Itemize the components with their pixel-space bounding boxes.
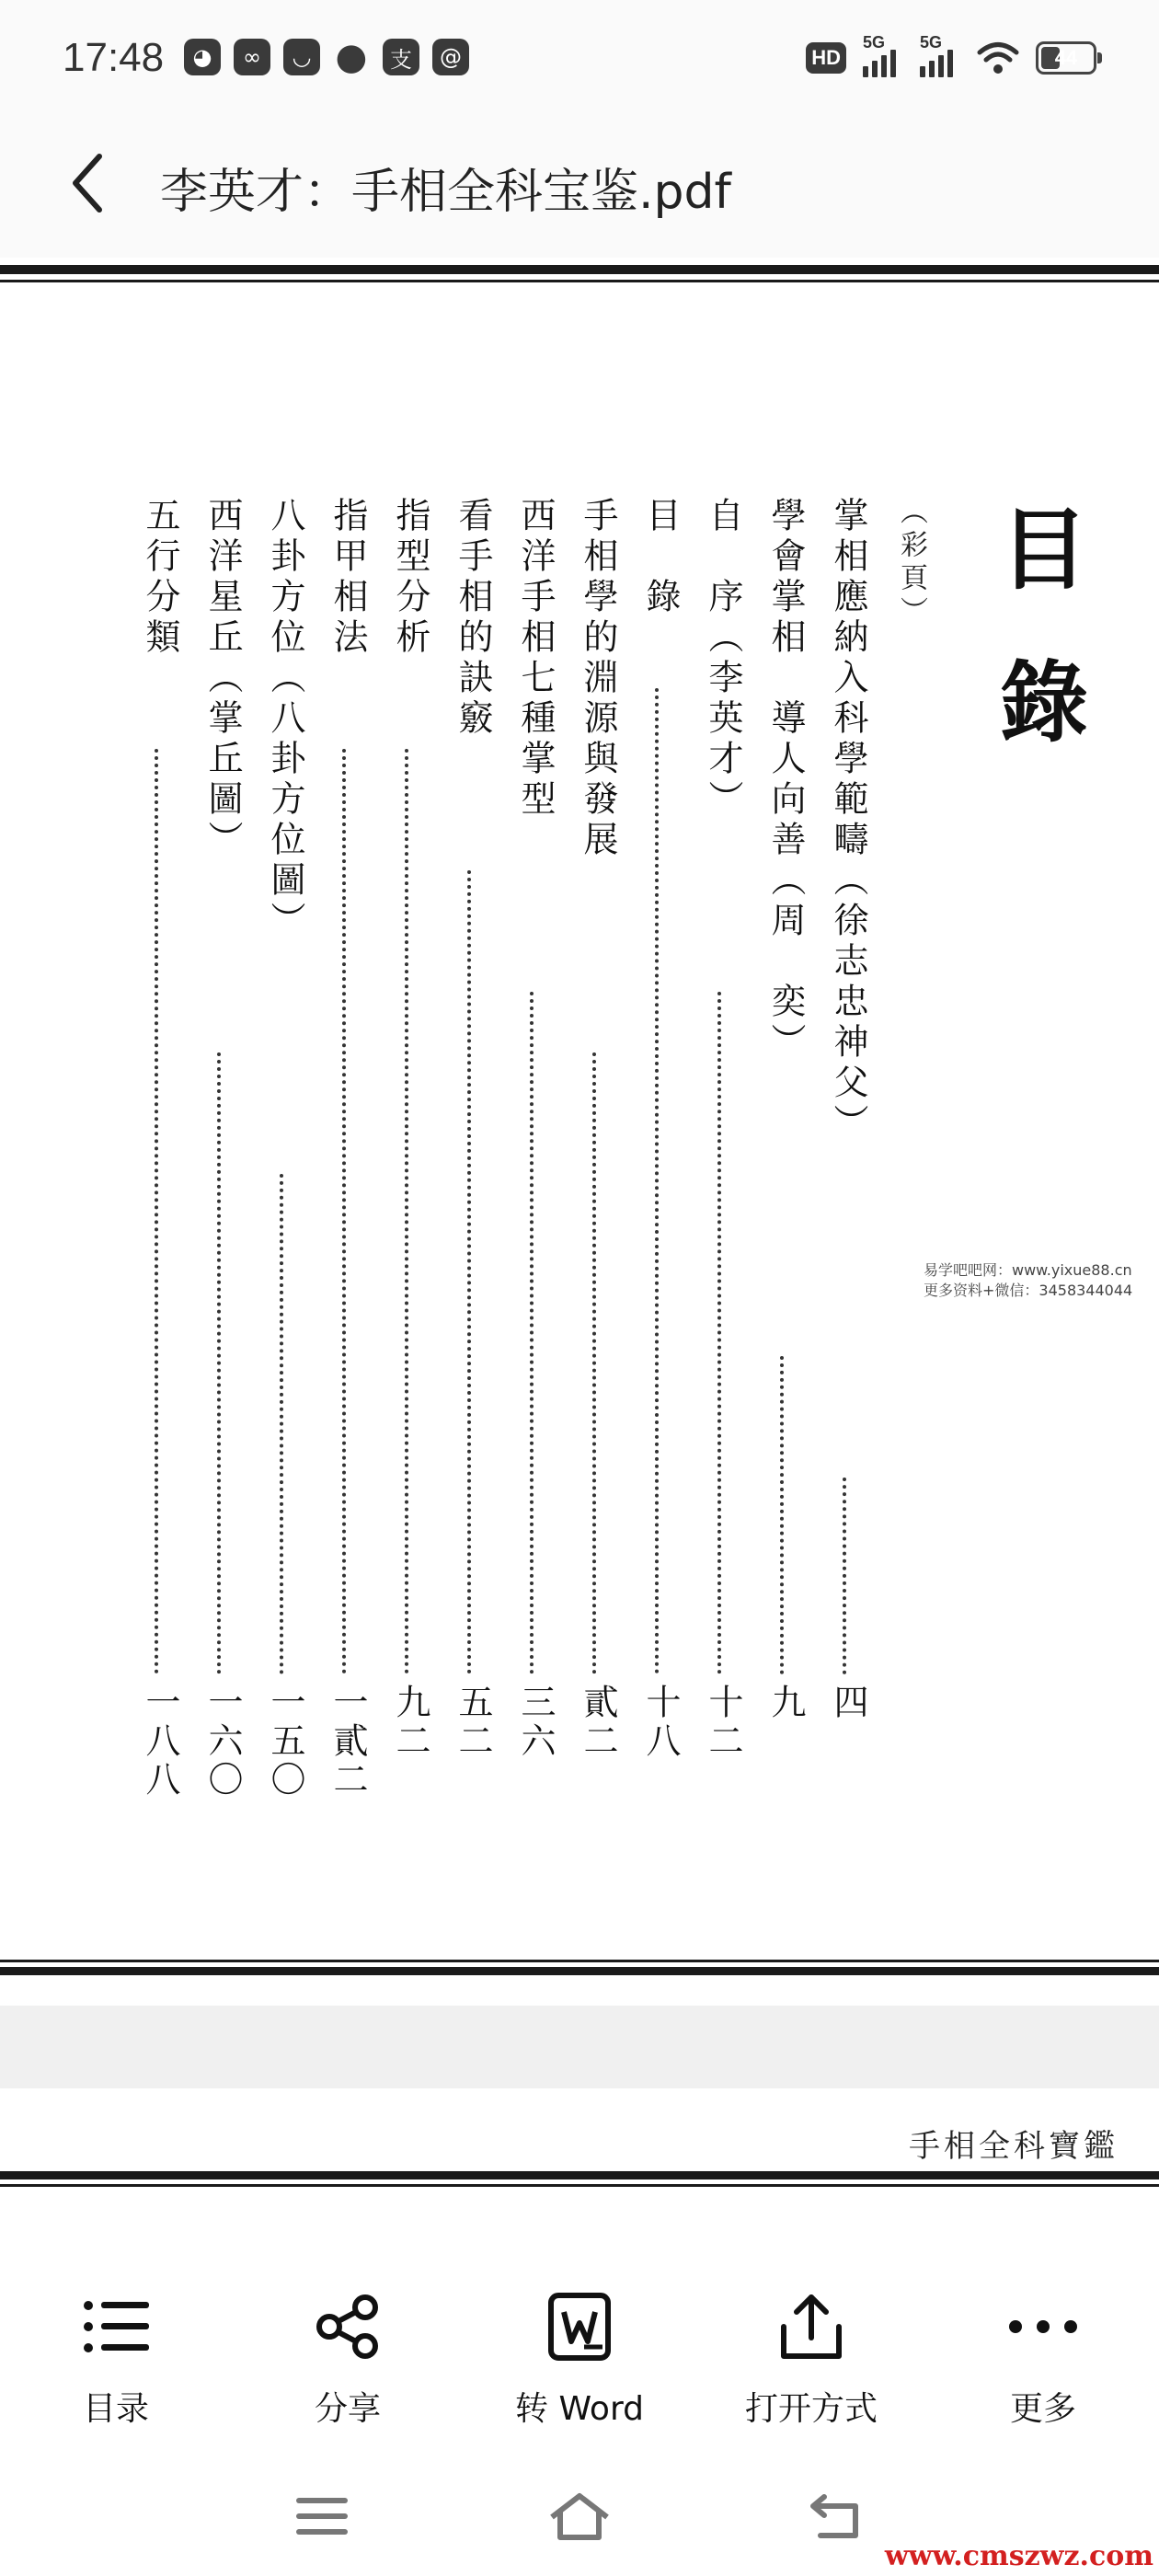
toc-page-number: 貳二 <box>578 1684 618 1761</box>
back-nav-icon[interactable] <box>800 2484 874 2548</box>
toc-page-number: 十八 <box>640 1684 681 1761</box>
toc-button[interactable] <box>24 2283 208 2430</box>
toc-entry-title: 西洋星丘（掌丘圖） <box>202 497 243 861</box>
more-dots-icon <box>1006 2317 1080 2336</box>
toc-page-number: 九 <box>765 1684 806 1722</box>
toc-entry <box>758 497 813 1987</box>
toc-leader-dots <box>405 749 408 1674</box>
toc-entry <box>320 497 375 1987</box>
wechat-icon: ◕ <box>184 39 221 75</box>
notification-icons <box>184 36 469 78</box>
word-convert-icon <box>547 2292 612 2362</box>
system-nav-bar <box>0 2456 1159 2576</box>
signal-5g-icon-2: 5G <box>920 39 960 77</box>
document-title: 李英才：手相全科宝鉴.pdf <box>160 165 731 220</box>
status-bar <box>0 0 1159 110</box>
toc-leader-dots <box>717 992 721 1674</box>
convert-word-button[interactable] <box>488 2283 671 2430</box>
convert-word-label: 转 Word <box>515 2390 644 2428</box>
toc-page-number: 三六 <box>515 1684 556 1761</box>
link-app-icon: ∞ <box>234 39 270 75</box>
toc-entry <box>695 497 751 1987</box>
toc-entry-title: 掌相應納入科學範疇（徐志忠神父） <box>828 497 868 1144</box>
toc-entry <box>258 497 313 1987</box>
toc-entry-title: 學會掌相 導人向善（周 奕） <box>765 497 806 1064</box>
top-border-thin <box>0 280 1159 282</box>
share-button[interactable] <box>256 2283 440 2430</box>
toc-page-number: 十二 <box>703 1684 743 1761</box>
toc-leader-dots <box>217 1052 221 1674</box>
alipay-icon: 支 <box>383 39 419 75</box>
toc-entry-title: 自 序（李英才） <box>703 497 743 821</box>
watermark: 易学吧吧网：www.yixue88.cn 更多资料+微信：3458344044 <box>924 1261 1133 1299</box>
toc-note <box>883 497 938 1987</box>
open-with-label: 打开方式 <box>744 2390 878 2428</box>
toc-page-number: 四 <box>828 1684 868 1722</box>
battery-icon <box>1036 41 1096 75</box>
toc-page-number: 一五〇 <box>265 1684 305 1800</box>
email-at-icon: @ <box>432 39 469 75</box>
toc-entry <box>383 497 438 1987</box>
toc-entry <box>445 497 500 1987</box>
toc-leader-dots <box>655 688 659 1674</box>
toc-leader-dots <box>155 749 158 1674</box>
toc-page-number: 五二 <box>453 1684 493 1761</box>
toc-label: 目录 <box>82 2390 149 2428</box>
toc-leader-dots <box>530 992 534 1674</box>
pdf-viewer[interactable] <box>0 258 1159 2263</box>
toc-leader-dots <box>780 1356 784 1674</box>
list-icon <box>81 2296 151 2357</box>
toc-leader-dots <box>467 870 471 1674</box>
title-bar <box>0 110 1159 258</box>
status-time: 17:48 <box>63 35 165 80</box>
page-gap <box>0 2006 1159 2088</box>
toc-page-number: 一六〇 <box>202 1684 243 1800</box>
chevron-left-icon <box>64 151 110 215</box>
top-border-thick <box>0 265 1159 274</box>
toc-leader-dots <box>342 749 346 1674</box>
heading-char: 目 <box>1000 498 1088 602</box>
page-footer: 手相全科寶鑑 <box>909 2128 1119 2165</box>
toc-entry-title: 西洋手相七種掌型 <box>515 497 556 821</box>
signal-5g-icon: 5G <box>863 39 903 77</box>
page-heading <box>993 498 1095 754</box>
toc-entry-title: 指型分析 <box>390 497 430 659</box>
hd-voice-icon: HD <box>806 42 846 74</box>
toc-entry-title: 目 錄 <box>640 497 681 618</box>
site-watermark: www.cmszwz.com <box>884 2540 1153 2572</box>
toc-entry <box>195 497 250 1987</box>
toc-leader-dots <box>280 1174 283 1674</box>
share-icon <box>314 2293 382 2361</box>
battery-level: 44 <box>1054 46 1078 69</box>
toc-entry <box>508 497 563 1987</box>
toc-entry <box>633 497 688 1987</box>
toc-entry <box>820 497 876 1987</box>
toc-entry-title: （彩頁） <box>895 497 927 629</box>
menu-icon[interactable] <box>285 2484 359 2548</box>
footer-border-thick <box>0 2171 1159 2179</box>
taobao-icon: ◡ <box>283 39 320 75</box>
back-button[interactable] <box>64 151 129 215</box>
share-label: 分享 <box>314 2390 381 2428</box>
toc-entry-title: 八卦方位（八卦方位圖） <box>265 497 305 942</box>
toc-page-number: 九二 <box>390 1684 430 1761</box>
toc-leader-dots <box>843 1478 846 1674</box>
open-with-button[interactable] <box>719 2283 903 2430</box>
toc-leader-dots <box>592 1052 596 1674</box>
more-label: 更多 <box>1009 2390 1076 2428</box>
toc-entry-title: 五行分類 <box>140 497 180 659</box>
toc-entry <box>570 497 625 1987</box>
footer-border-thin <box>0 2184 1159 2187</box>
toc-entry-title: 手相學的淵源與發展 <box>578 497 618 861</box>
toc-entry-title: 看手相的訣竅 <box>453 497 493 740</box>
bottom-toolbar <box>0 2263 1159 2456</box>
message-bubble-icon: ● <box>335 36 368 78</box>
toc-entry-title: 指甲相法 <box>327 497 368 659</box>
toc-entry <box>132 497 188 1987</box>
table-of-contents <box>110 497 938 1987</box>
open-with-icon <box>778 2292 844 2362</box>
home-icon[interactable] <box>543 2484 616 2548</box>
wifi-icon <box>977 40 1019 75</box>
toc-page-number: 一貳二 <box>327 1684 368 1800</box>
bottom-border-thick <box>0 1967 1159 1975</box>
toc-page-number: 一八八 <box>140 1684 180 1800</box>
heading-char: 錄 <box>1000 650 1088 754</box>
more-button[interactable] <box>951 2283 1135 2430</box>
system-icons <box>806 33 1096 77</box>
bottom-border-thin <box>0 1960 1159 1962</box>
